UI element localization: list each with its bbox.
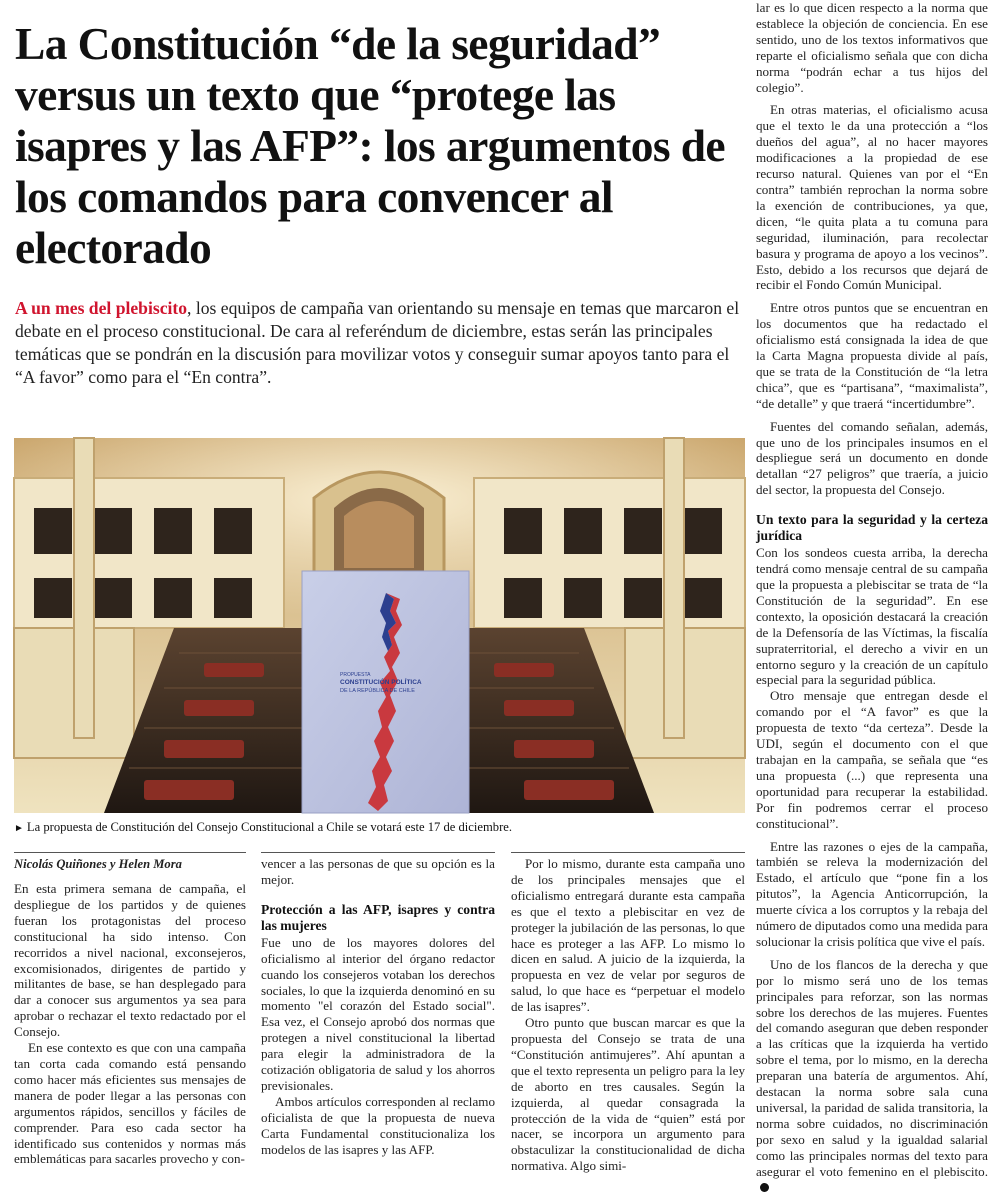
lede-kicker: A un mes del plebiscito [15,298,188,318]
caption-text: La propuesta de Constitución del Consejo Constitucional a Chile se votará este 17 de diciembre. [26,820,512,834]
paragraph: vencer a las personas de que su opción es la mejor. [261,856,495,887]
paragraph: Fuentes del comando señalan, además, que uno de los principales insumos en el despliegue será un documento en donde detallan “27 peligros” que traería, a juicio del sector, la propuesta del Consejo. [756,418,988,498]
paragraph: Otro mensaje que entregan desde el comando por el “A favor” es que la propuesta de texto “da certeza”. Desde la UDI, según el documento con el que trabajan en la campaña, se señala que “es una propuesta (...) que representa una oportunidad para recuperar la estabilidad. Por fin podremos cerrar el proceso constitucional”. [756,688,988,831]
paragraph: Entre las razones o ejes de la campaña, también se releva la modernización del Estado, el artículo que “pone fin a los pitutos”, la Agencia Anticorrupción, la muerte cívica a los corruptos y la rebaja del número de diputados como una medida para solucionar la crisis política que vive el país. [756,838,988,949]
paragraph: En esta primera semana de campaña, el despliegue de los partidos y de quienes fueran los protagonistas del proceso constitucional ha sido intenso. Con recorridos a nivel nacional, exconsejeros, excomisionados, dirigentes de partido y militantes de base, se han desplegado para dar a conocer sus argumentos ya sea para aprobar o rechazar el texto redactado por el Consejo. [14,881,246,1040]
paragraph: Por lo mismo, durante esta campaña uno de los principales mensajes que el oficialismo entregará durante esta campaña es que el texto a plebiscitar en vez de proteger la jubilación de las personas, lo que hace es proteger a las AFP. Lo mismo lo dicen en salud. A juicio de la izquierda, la propuesta en vez de velar por seguros de salud, lo que hace es “perpetuar el modelo de las isapres”. [511,856,745,1015]
paragraph: Fue uno de los mayores dolores del oficialismo al interior del órgano redactor cuando los consejeros votaban los derechos sociales, lo que la izquierda denominó en su momento "el corazón del Estado social". Esa vez, el Consejo aprobó dos normas que protegen a nivel constitucional la libertad para elegir la administradora de la cotización obligatoria de salud y los ahorros previsionales. [261,934,495,1093]
final-paragraph-text: Uno de los flancos de la derecha y que por lo mismo será uno de los temas principales para reforzar, son las normas sobre los derechos de las mujeres. Fuentes del comando aseguran que deben responder a las críticas que la izquierda ha vertido sobre el tema, por lo mismo, en la derecha preparan una batería de argumentos. Ahí, destacan la norma sobre sala cuna universal, la paridad de salida transitoria, la norma sobre cuidados, no discriminación por sexo en salud y la igualdad salarial como las principales normas del texto para asegurar el voto femenino en el plebiscito. [756,956,988,1179]
paragraph: Entre otros puntos que se encuentran en los documentos que ha redactado el oficialismo está consignada la idea de que la Carta Magna propuesta divide al país, que se trata de la Constitución de “la letra chica”, que es “partisana”, “maximalista”, “de detalle” y que traerá “incertidumbre”. [756,300,988,411]
end-of-article-icon [760,1183,769,1192]
body-column-2 [261,852,495,1158]
book-label-1: PROPUESTA [340,672,371,678]
book-label-2: CONSTITUCIÓN POLÍTICA [340,679,422,686]
body-column-3 [511,852,745,1174]
lede [14,297,745,389]
headline: La Constitución “de la seguridad” versus un texto que “protege las isapres y las AFP”: los argumentos de los comandos para convencer al electorado [15,18,726,273]
paragraph: En ese contexto es que con una campaña tan corta cada comando está pensando como hacer más eficientes sus mensajes de manera de poder llegar a las personas con argumentos rápidos, sencillos y fáciles de comprender. Para eso cada sector ha identificado sus contenidos y normas más emblemáticas para sacarles provecho y con- [14,1040,246,1167]
paragraph: En otras materias, el oficialismo acusa que el texto le da una protección a “los dueños del agua”, al no hacer mayores modificaciones a la propiedad de ese recurso natural. Quienes van por el “En contra” también reprochan la norma sobre la exención de contribuciones, ya que, dicen, “le quita plata a tu comuna para seguridad, iluminación, para recolectar basura y programa de apoyo a los vecinos”. Esto, debido a los recursos que dejará de recibir el Fondo Común Municipal. [756,102,988,293]
column-rule [14,852,246,853]
right-column-text [756,0,988,1195]
paragraph: Otro punto que buscan marcar es que la propuesta del Consejo se trata de una “Constitución antimujeres”. Ahí apuntan a que el texto representa un peligro para la ley de aborto en tres causales. Según la izquierda, al quedar consagrada la protección de la vida de “quien” está por nacer, se incorpora un argumento para obstaculizar la constitucionalidad de dicha normativa. Algo simi- [511,1015,745,1174]
photo-caption [14,819,745,837]
chamber-photo-illustration [14,438,745,813]
body-column-1 [14,852,246,1167]
book-label-3: DE LA REPÚBLICA DE CHILE [340,688,415,694]
main-article [14,0,745,1174]
paragraph: Ambos artículos corresponden al reclamo oficialista de que la propuesta de nueva Carta Fundamental constitucionaliza los modelos de las isapres y las AFP. [261,1093,495,1157]
lede-text: , los equipos de campaña van orientando su mensaje en temas que marcaron el debate en el proceso constitucional. De cara al referéndum de diciembre, estas serán las principales temáticas que se pondrán en la discusión para movilizar votos y conseguir sumar apoyos tanto para el “A favor” como para el “En contra”. [15,298,740,387]
column-rule [511,852,745,853]
column-rule [261,852,495,853]
paragraph: lar es lo que dicen respecto a la norma que establece la objeción de conciencia. En ese sentido, uno de los textos informativos que reparte el oficialismo señala que con dicha norma “podrán echar a tus hijos del colegio”. [756,0,988,95]
right-column [756,0,988,1179]
paragraph [756,957,988,1195]
caption-marker: ► [14,823,24,834]
paragraph: Con los sondeos cuesta arriba, la derecha tendrá como mensaje central de su campaña que la propuesta a plebiscitar se trata de “la Constitución de la seguridad”. En ese contexto, la oposición destacará la creación de la Defensoría de las Víctimas, la fiscalía supraterritorial, el derecho a vivir en un entorno seguro y la creación de un capítulo especial para la seguridad pública. [756,545,988,688]
byline: Nicolás Quiñones y Helen Mora [14,857,182,871]
subheading: Un texto para la seguridad y la certeza jurídica [756,512,988,544]
body-columns [14,852,745,1174]
article-photo [14,438,745,813]
subheading: Protección a las AFP, isapres y contra las mujeres [261,901,495,933]
